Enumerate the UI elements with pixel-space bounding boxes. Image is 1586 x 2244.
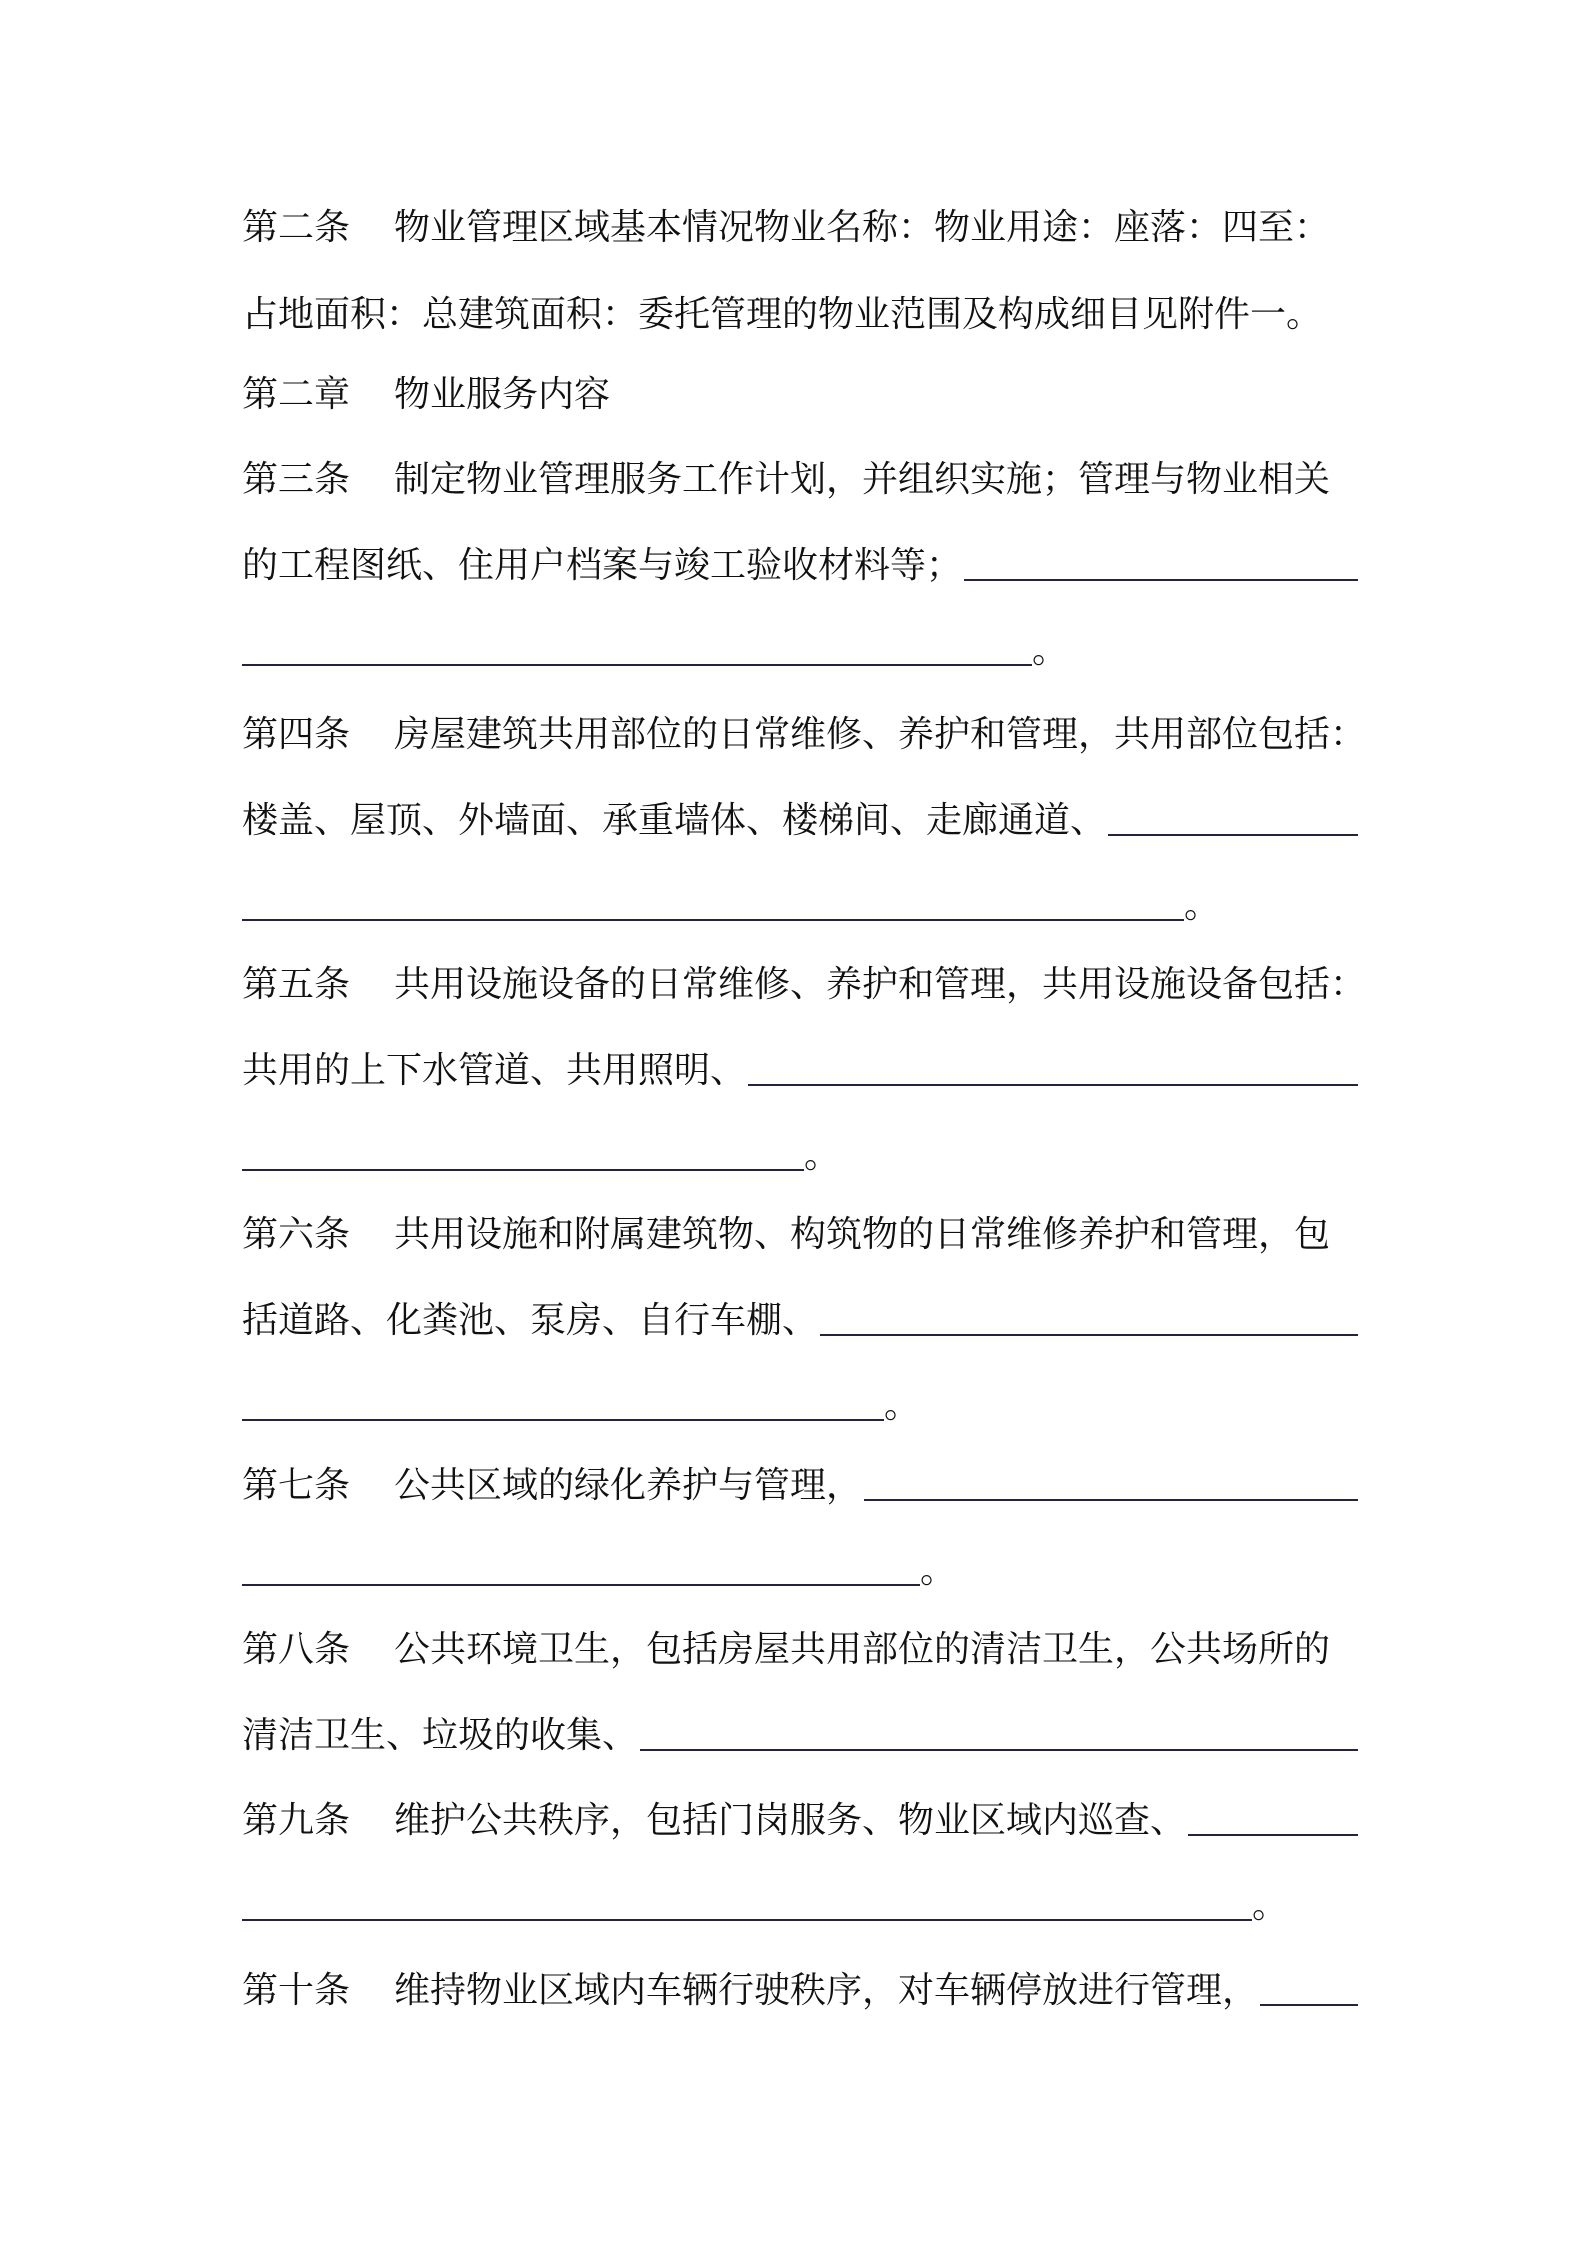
- article-10-blank-1[interactable]: [1260, 1964, 1358, 2006]
- article-7-line-1: [242, 1455, 1358, 1515]
- article-4-text-1: 房屋建筑共用部位的日常维修、养护和管理，共用部位包括：: [394, 714, 1367, 755]
- article-5-blank-1[interactable]: [748, 1044, 1358, 1086]
- article-3-line-2: [242, 535, 1358, 595]
- article-3-end: 。: [1032, 630, 1069, 671]
- article-8-label: 第八条: [242, 1629, 351, 1670]
- chapter-2-label: 第二章: [242, 374, 351, 415]
- article-10-label: 第十条: [242, 1970, 351, 2011]
- article-7-text-1: 公共区域的绿化养护与管理，: [394, 1465, 863, 1506]
- article-6-text-1: 共用设施和附属建筑物、构筑物的日常维修养护和管理，包: [394, 1214, 1331, 1255]
- article-5-blank-2[interactable]: [242, 1129, 804, 1171]
- article-2-text-2: 占地面积：总建筑面积：委托管理的物业范围及构成细目见附件一。: [242, 294, 1323, 335]
- article-9-line-2: [242, 1875, 1358, 1935]
- article-6-blank-1[interactable]: [820, 1294, 1358, 1336]
- article-7-line-2: [242, 1540, 1358, 1600]
- article-5-end: 。: [804, 1135, 841, 1176]
- article-3-line-1: [242, 450, 1358, 510]
- article-7-blank-1[interactable]: [864, 1459, 1358, 1501]
- article-3-line-3: [242, 620, 1358, 680]
- article-2-label: 第二条: [242, 207, 351, 248]
- article-4-label: 第四条: [242, 714, 351, 755]
- article-4-blank-2[interactable]: [242, 879, 1184, 921]
- article-4-line-3: [242, 875, 1358, 935]
- article-8-line-1: [242, 1620, 1358, 1680]
- article-3-blank-1[interactable]: [964, 539, 1358, 581]
- article-3-blank-2[interactable]: [242, 624, 1032, 666]
- article-9-blank-2[interactable]: [242, 1879, 1252, 1921]
- article-2-line-2: [242, 285, 1358, 345]
- article-4-blank-1[interactable]: [1108, 794, 1358, 836]
- article-6-line-2: [242, 1290, 1358, 1350]
- article-9-blank-1[interactable]: [1188, 1794, 1358, 1836]
- article-2-text-1: 物业管理区域基本情况物业名称：物业用途：座落：四至：: [394, 207, 1331, 248]
- article-8-text-1: 公共环境卫生，包括房屋共用部位的清洁卫生，公共场所的: [394, 1629, 1331, 1670]
- article-9-text-1: 维护公共秩序，包括门岗服务、物业区域内巡查、: [394, 1800, 1187, 1841]
- article-8-blank-1[interactable]: [640, 1709, 1358, 1751]
- article-6-line-3: [242, 1375, 1358, 1435]
- article-5-line-3: [242, 1125, 1358, 1185]
- article-7-end: 。: [920, 1550, 957, 1591]
- article-8-text-2: 清洁卫生、垃圾的收集、: [242, 1715, 639, 1756]
- article-10-text-1: 维持物业区域内车辆行驶秩序，对车辆停放进行管理，: [394, 1970, 1259, 2011]
- article-6-blank-2[interactable]: [242, 1379, 884, 1421]
- chapter-2-heading: [242, 365, 1358, 425]
- article-7-label: 第七条: [242, 1465, 351, 1506]
- article-8-line-2: [242, 1705, 1358, 1765]
- chapter-2-title: 物业服务内容: [394, 374, 611, 415]
- article-6-text-2: 括道路、化粪池、泵房、自行车棚、: [242, 1300, 819, 1341]
- article-2-line-1: [242, 198, 1358, 258]
- article-7-blank-2[interactable]: [242, 1544, 920, 1586]
- article-9-line-1: [242, 1790, 1358, 1850]
- article-3-label: 第三条: [242, 459, 351, 500]
- article-6-line-1: [242, 1205, 1358, 1265]
- article-4-line-1: [242, 705, 1367, 765]
- article-4-line-2: [242, 790, 1358, 850]
- article-5-line-1: [242, 955, 1367, 1015]
- article-9-label: 第九条: [242, 1800, 351, 1841]
- article-10-line-1: [242, 1960, 1358, 2020]
- article-6-end: 。: [884, 1385, 921, 1426]
- article-3-text-1: 制定物业管理服务工作计划，并组织实施；管理与物业相关: [394, 459, 1331, 500]
- article-9-end: 。: [1252, 1885, 1289, 1926]
- article-5-text-1: 共用设施设备的日常维修、养护和管理，共用设施设备包括：: [394, 964, 1367, 1005]
- article-5-text-2: 共用的上下水管道、共用照明、: [242, 1050, 747, 1091]
- article-5-line-2: [242, 1040, 1358, 1100]
- article-6-label: 第六条: [242, 1214, 351, 1255]
- article-4-end: 。: [1184, 885, 1221, 926]
- article-3-text-2: 的工程图纸、住用户档案与竣工验收材料等；: [242, 545, 963, 586]
- article-4-text-2: 楼盖、屋顶、外墙面、承重墙体、楼梯间、走廊通道、: [242, 800, 1107, 841]
- article-5-label: 第五条: [242, 964, 351, 1005]
